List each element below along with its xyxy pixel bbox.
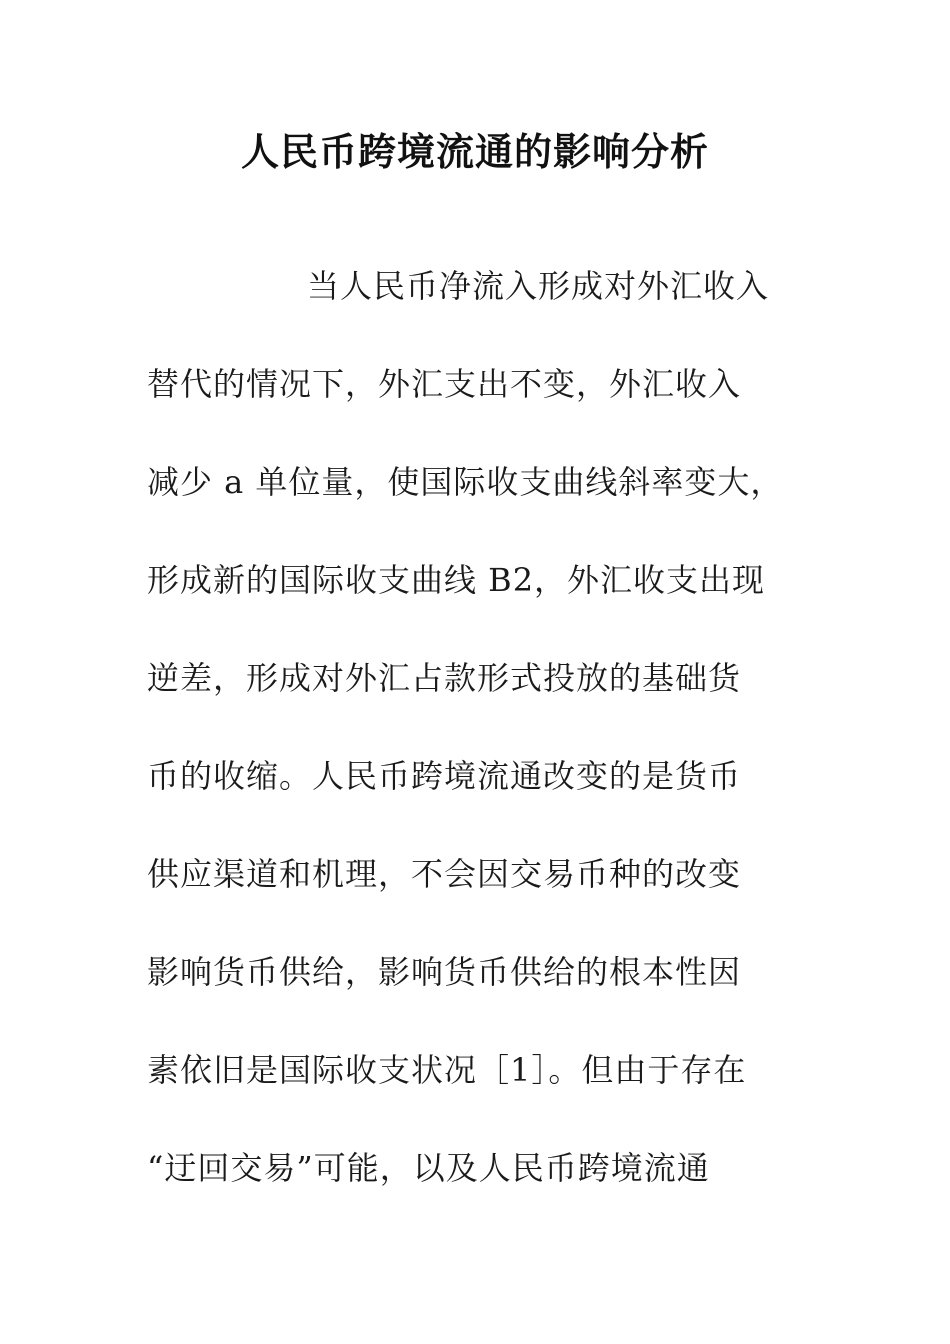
document-body: [147, 258, 807, 1238]
paragraph-line: 逆差，形成对外汇占款形式投放的基础货: [147, 659, 742, 697]
paragraph-line: 替代的情况下，外汇支出不变，外汇收入: [147, 365, 742, 403]
paragraph-line: 币的收缩。人民币跨境流通改变的是货币: [147, 757, 742, 795]
paragraph-line: 供应渠道和机理，不会因交易币种的改变: [147, 855, 742, 893]
paragraph-line: 减少 a 单位量，使国际收支曲线斜率变大，: [147, 463, 784, 501]
paragraph-line: 素依旧是国际收支状况［1］。但由于存在: [147, 1051, 747, 1089]
document-title: 人民币跨境流通的影响分析: [240, 129, 709, 174]
paragraph-line: 影响货币供给，影响货币供给的根本性因: [147, 953, 742, 991]
paragraph-line: 形成新的国际收支曲线 B2，外汇收支出现: [147, 561, 766, 599]
paragraph-line: 当人民币净流入形成对外汇收入: [307, 267, 770, 305]
paragraph-line: “迂回交易”可能，以及人民币跨境流通: [147, 1149, 710, 1187]
